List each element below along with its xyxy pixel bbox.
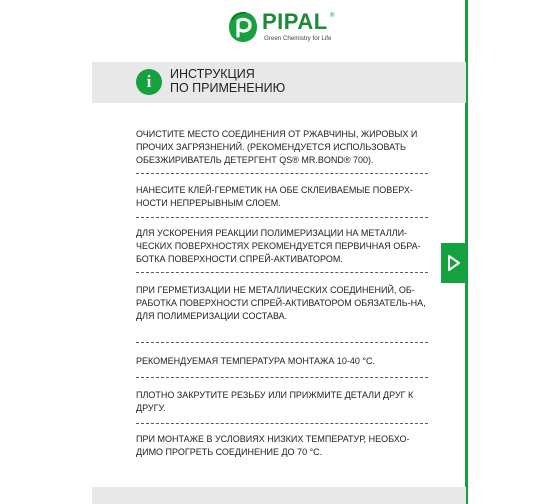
step-divider xyxy=(136,217,428,218)
instruction-step-2: НАНЕСИТЕ КЛЕЙ-ГЕРМЕТИК НА ОБЕ СКЛЕИВАЕМЫЕ ПОВЕРХ-НОСТИ НЕПРЕРЫВНЫМ СЛОЕМ. xyxy=(136,185,413,208)
step-divider xyxy=(136,377,428,378)
step-divider xyxy=(136,342,428,343)
play-arrow-icon xyxy=(447,254,461,272)
instruction-step-3: ДЛЯ УСКОРЕНИЯ РЕАКЦИИ ПОЛИМЕРИЗАЦИИ НА МЕТАЛЛИ-ЧЕСКИХ ПОВЕРХНОСТЯХ РЕКОМЕНДУЕТСЯ ПЕРВИЧНАЯ ОБРА-БОТКА ПОВЕРХНОСТИ СПРЕЙ-АКТИВАТОРОМ. xyxy=(136,228,421,264)
brand-tagline: Green Chemistry for Life xyxy=(264,35,332,42)
brand-name: PIPAL xyxy=(262,9,328,34)
leaf-logo-icon xyxy=(228,11,258,43)
instruction-step-1: ОЧИСТИТЕ МЕСТО СОЕДИНЕНИЯ ОТ РЖАВЧИНЫ, ЖИРОВЫХ И ПРОЧИХ ЗАГРЯЗНЕНИЙ. (РЕКОМЕНДУЕТСЯ ИСПОЛЬЗОВАТЬ ОБЕЗЖИРИВАТЕЛЬ ДЕТЕРГЕНТ QS® MR.BOND® 700). xyxy=(136,129,418,165)
instruction-step-7: ПРИ МОНТАЖЕ В УСЛОВИЯХ НИЗКИХ ТЕМПЕРАТУР, НЕОБХО-ДИМО ПРОГРЕТЬ СОЕДИНЕНИЕ ДО 70 °С. xyxy=(136,434,410,457)
info-icon: i xyxy=(136,69,162,95)
step-divider xyxy=(136,272,428,273)
step-divider xyxy=(136,173,428,174)
registered-mark: ® xyxy=(330,13,335,19)
next-page-button[interactable] xyxy=(441,243,466,283)
instruction-step-5: РЕКОМЕНДУЕМАЯ ТЕМПЕРАТУРА МОНТАЖА 10-40 °С. xyxy=(136,356,375,366)
footer-bar xyxy=(92,487,466,504)
section-title-line1: ИНСТРУКЦИЯ xyxy=(170,67,255,81)
section-title xyxy=(170,67,285,95)
brand-logo xyxy=(228,11,348,45)
section-title-line2: ПО ПРИМЕНЕНИЮ xyxy=(170,81,286,95)
instruction-step-4: ПРИ ГЕРМЕТИЗАЦИИ НЕ МЕТАЛЛИЧЕСКИХ СОЕДИНЕНИЙ, ОБ-РАБОТКА ПОВЕРХНОСТИ СПРЕЙ-АКТИВАТОРОМ ОБЯЗАТЕЛЬ-НА, ДЛЯ ПОЛИМЕРИЗАЦИИ СОСТАВА. xyxy=(136,285,426,321)
instruction-step-6: ПЛОТНО ЗАКРУТИТЕ РЕЗЬБУ ИЛИ ПРИЖМИТЕ ДЕТАЛИ ДРУГ К ДРУГУ. xyxy=(136,390,414,413)
step-divider xyxy=(136,423,428,424)
